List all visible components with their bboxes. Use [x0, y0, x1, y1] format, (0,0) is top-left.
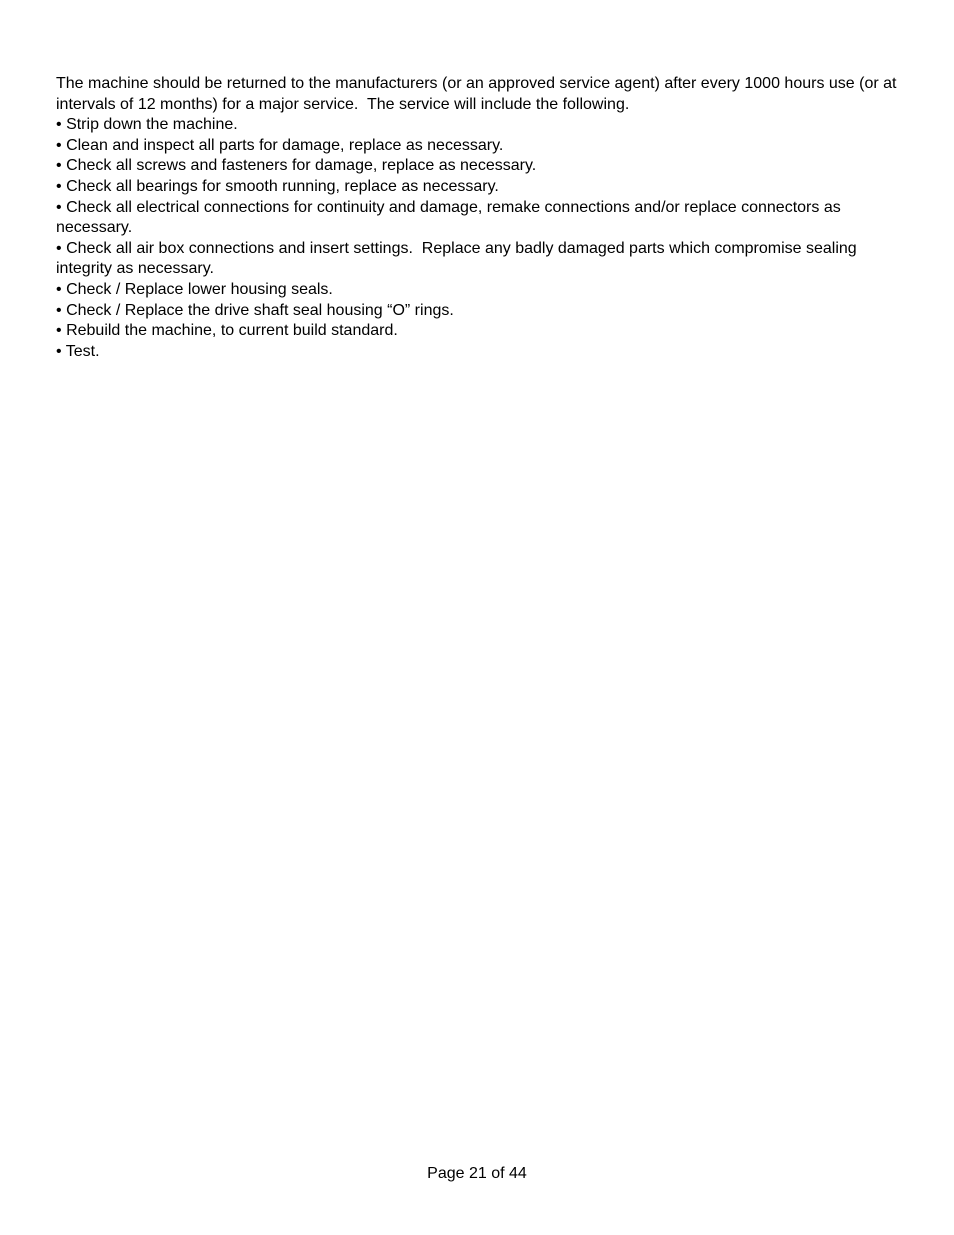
list-item: [56, 156, 906, 177]
list-item: [56, 280, 906, 301]
list-item-text: Check all screws and fasteners for damage, replace as necessary.: [66, 157, 537, 175]
list-item-text: Test.: [65, 342, 100, 360]
document-body: [56, 74, 906, 362]
list-item: [56, 198, 906, 239]
bullet-icon: •: [56, 157, 62, 175]
list-item-text: Clean and inspect all parts for damage, replace as necessary.: [66, 136, 504, 154]
list-item-text: Check all bearings for smooth running, replace as necessary.: [66, 177, 499, 195]
bullet-icon: •: [56, 301, 62, 319]
list-item: [56, 342, 906, 363]
bullet-icon: •: [56, 198, 62, 216]
bullet-icon: •: [56, 116, 62, 134]
bullet-icon: •: [56, 342, 62, 360]
list-item: [56, 239, 906, 280]
intro-paragraph: The machine should be returned to the manufacturers (or an approved service agent) after every 1000 hours use (or at intervals of 12 months) for a major service. The service will include the following.: [56, 75, 901, 113]
list-item-text: Rebuild the machine, to current build standard.: [66, 322, 398, 340]
list-item: [56, 321, 906, 342]
service-checklist: [56, 115, 906, 362]
list-item-text: Check all electrical connections for continuity and damage, remake connections and/or replace connectors as necessary.: [56, 198, 841, 237]
bullet-icon: •: [56, 280, 62, 298]
list-item: [56, 177, 906, 198]
bullet-icon: •: [56, 136, 62, 154]
list-item-text: Strip down the machine.: [66, 116, 238, 134]
list-item: [56, 115, 906, 136]
list-item: [56, 301, 906, 322]
page-number: Page 21 of 44: [427, 1165, 527, 1182]
bullet-icon: •: [56, 177, 62, 195]
list-item-text: Check / Replace the drive shaft seal housing “O” rings.: [66, 301, 454, 319]
list-item-text: Check all air box connections and insert settings. Replace any badly damaged parts which compromise sealing integrity as necessary.: [56, 239, 862, 278]
bullet-icon: •: [56, 322, 62, 340]
bullet-icon: •: [56, 239, 62, 257]
list-item-text: Check / Replace lower housing seals.: [66, 280, 333, 298]
list-item: [56, 136, 906, 157]
